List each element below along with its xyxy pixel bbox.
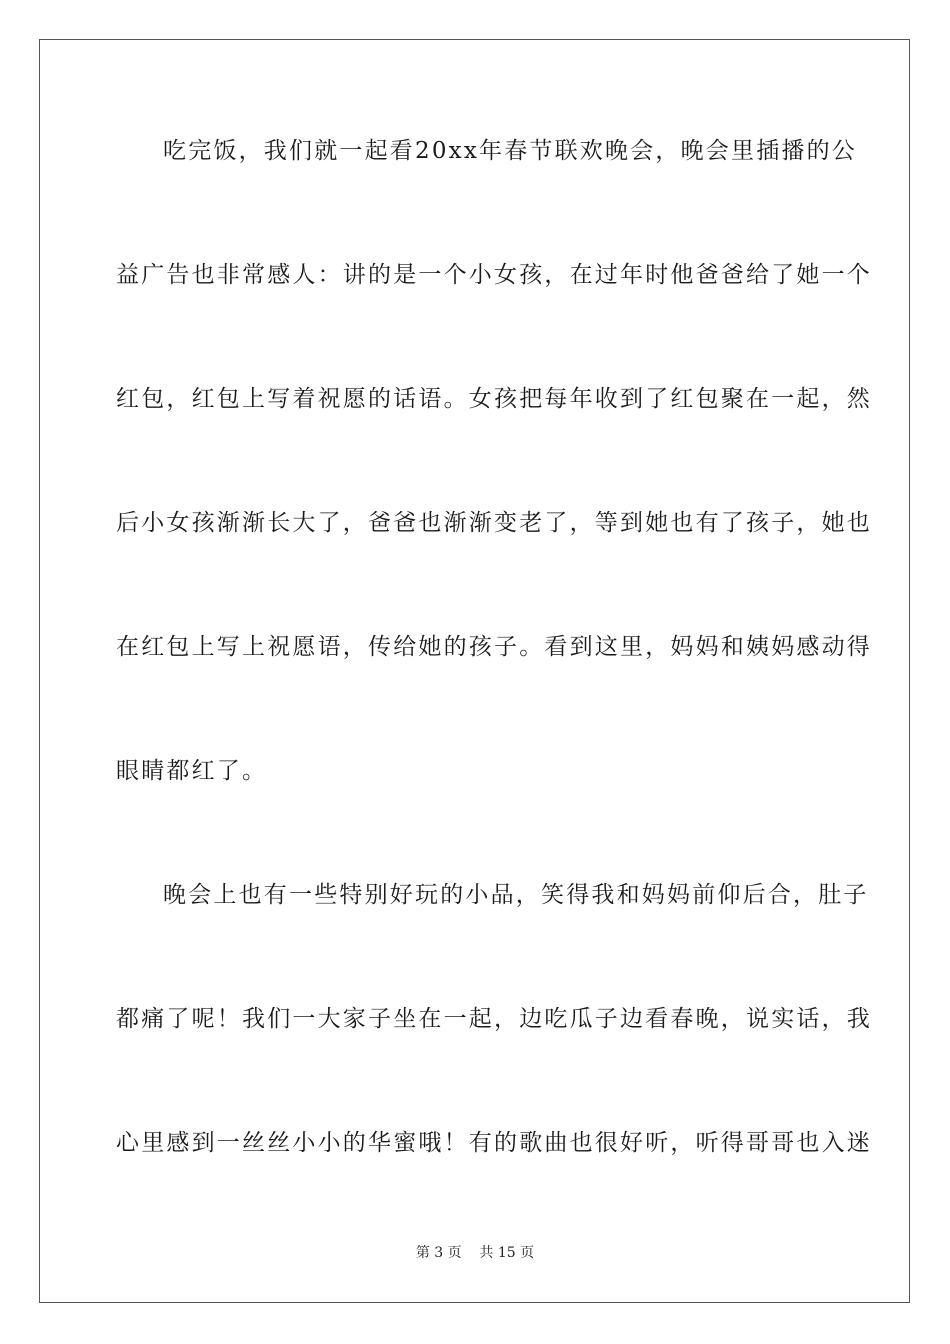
page-number-footer: 第 3 页 共 15 页	[415, 1245, 535, 1261]
paragraph-1-line-3: 红包，红包上写着祝愿的话语。女孩把每年收到了红包聚在一起，然	[116, 386, 872, 412]
paragraph-1-line-2: 益广告也非常感人：讲的是一个小女孩，在过年时他爸爸给了她一个	[116, 262, 872, 288]
paragraph-1-line-6: 眼睛都红了。	[116, 758, 268, 784]
paragraph-1-line-1: 吃完饭，我们就一起看20xx年春节联欢晚会，晚会里插播的公	[163, 138, 858, 164]
paragraph-1-line-5: 在红包上写上祝愿语，传给她的孩子。看到这里，妈妈和姨妈感动得	[116, 634, 872, 660]
paragraph-2-line-1: 晚会上也有一些特别好玩的小品，笑得我和妈妈前仰后合，肚子	[163, 882, 869, 908]
paragraph-2-line-2: 都痛了呢！我们一大家子坐在一起，边吃瓜子边看春晚，说实话，我	[116, 1006, 872, 1032]
paragraph-2-line-3: 心里感到一丝丝小小的华蜜哦！有的歌曲也很好听，听得哥哥也入迷	[116, 1130, 872, 1156]
page-border	[39, 39, 910, 1303]
paragraph-1-line-4: 后小女孩渐渐长大了，爸爸也渐渐变老了，等到她也有了孩子，她也	[116, 510, 872, 536]
